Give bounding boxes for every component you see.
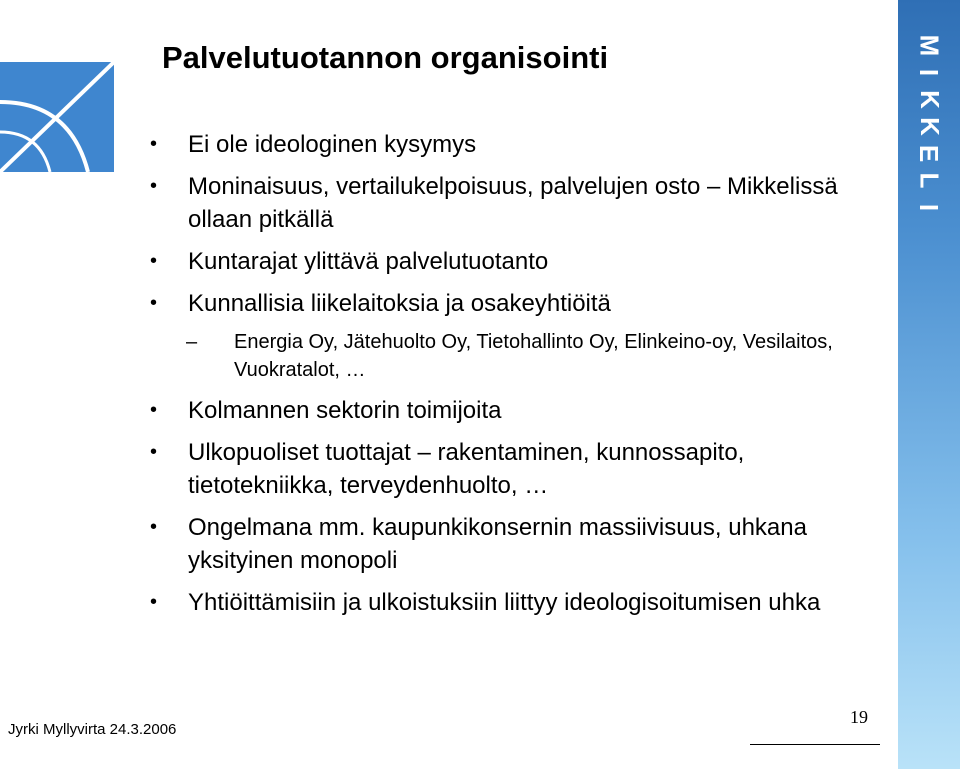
bullet-item: • Moninaisuus, vertailukelpoisuus, palvelujen osto – Mikkelissä ollaan pitkällä	[148, 170, 878, 236]
city-logo-icon	[0, 62, 114, 172]
brand-wordmark: M I K K E L I	[914, 34, 945, 212]
bullet-list	[148, 128, 878, 628]
bullet-icon: •	[150, 441, 158, 463]
bullet-item: • Ongelmana mm. kaupunkikonsernin massiivisuus, uhkana yksityinen monopoli	[148, 511, 878, 577]
bullet-item: • Yhtiöittämisiin ja ulkoistuksiin liittyy ideologisoitumisen uhka	[148, 586, 878, 619]
bullet-icon: •	[150, 399, 158, 421]
sub-bullet-item: – Energia Oy, Jätehuolto Oy, Tietohallinto Oy, Elinkeino-oy, Vesilaitos, Vuokratalot, …	[148, 328, 878, 384]
bullet-icon: •	[150, 250, 158, 272]
slide-title: Palvelutuotannon organisointi	[162, 40, 609, 75]
bullet-icon: •	[150, 591, 158, 613]
footer-author-date: Jyrki Myllyvirta 24.3.2006	[8, 721, 177, 738]
bullet-item: • Kolmannen sektorin toimijoita	[148, 394, 878, 427]
bullet-icon: •	[150, 292, 158, 314]
footer-divider	[750, 744, 880, 745]
bullet-item: • Kunnallisia liikelaitoksia ja osakeyhtiöitä	[148, 287, 878, 320]
dash-icon: –	[186, 331, 198, 353]
page-number: 19	[850, 707, 868, 727]
brand-sidebar	[898, 0, 960, 769]
bullet-item: • Kuntarajat ylittävä palvelutuotanto	[148, 245, 878, 278]
bullet-icon: •	[150, 516, 158, 538]
bullet-icon: •	[150, 133, 158, 155]
bullet-icon: •	[150, 175, 158, 197]
bullet-item: • Ei ole ideologinen kysymys	[148, 128, 878, 161]
bullet-item: • Ulkopuoliset tuottajat – rakentaminen, kunnossapito, tietotekniikka, terveydenhuolto, …	[148, 436, 878, 502]
